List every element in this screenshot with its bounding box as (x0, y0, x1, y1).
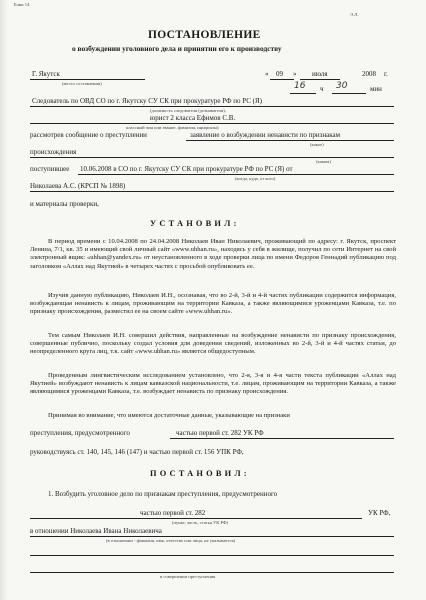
decision-note: (пункт, часть, статья УК РФ) (172, 520, 229, 525)
report-value-2: происхождения (30, 148, 77, 156)
place-note: (место составления) (62, 81, 102, 86)
decision-against-note: (в отношении - фамилия, имя, отчество или лица, не указывается) (106, 538, 236, 543)
corner-mark-left: Блнк 14 (14, 2, 30, 7)
time-minute-suffix: мин (370, 85, 382, 93)
investigator-line: Следователь по ОВД СО по г. Якутску СУ СК при прокуратуре РФ по РС (Я) (32, 97, 262, 105)
decided-heading: ПОСТАНОВИЛ: (150, 469, 250, 478)
time-hour-suffix: ч (320, 85, 324, 93)
underline (30, 106, 394, 107)
place-city: Г. Якутск (32, 70, 60, 78)
investigator-rank-note: классный чин или звание, фамилия, инициалы) (126, 125, 219, 130)
decision-item-1: 1. Возбудить уголовное дело по признакам преступления, предусмотренного (48, 490, 278, 498)
underline (30, 555, 394, 556)
crime-label: преступления, предусмотренного (30, 429, 130, 437)
received-label: поступившее (30, 165, 70, 173)
underline (30, 572, 394, 573)
paragraph-4: Проведенным лингвистическим исследованием установлено, что 2-я, 3-я и 4-я части текста публикации «Аллах над Якутией» возбуждают ненависть к лицам кавказской национальности, т.е. лицам, проживающим на территории Кавказа, а также являющимися уроженцами Кавказа, т.е. возбуждает ненависть по признаку происхождения. (30, 372, 396, 396)
paragraph-2: Изучив данную публикацию, Николаев И.Н., осознавая, что во 2-й, 3-й и 4-й частях публикации содержится информация, возбуждающая ненависть к лицам, проживающим на территории Кавказа, а также являющимися уроженцами Кавказа, т.е. по признаку происхождения, разместил ее на своем сайте «www.uhhan.ru». (30, 292, 396, 316)
underline (30, 157, 394, 158)
received-value-2: Николаева А.С. (КРСП № 1898) (30, 182, 126, 190)
underline (30, 536, 394, 537)
investigator-rank: юрист 2 класса Ефимов С.В. (150, 114, 236, 122)
underline (30, 79, 145, 80)
underline (186, 140, 394, 141)
decision-suffix: УК РФ, (368, 509, 391, 517)
underline (270, 79, 294, 80)
decision-value: частью первой ст. 282 (140, 509, 206, 517)
underline (290, 93, 316, 94)
guided-line: руководствуясь ст. 140, 145, 146 (147) и частью первой ст. 156 УПК РФ, (30, 448, 244, 456)
underline (78, 174, 394, 175)
materials-line: и материалы проверки, (30, 200, 99, 208)
decision-against: в отношении Николаева Ивана Николаевича (30, 527, 162, 535)
report-note: (какое) (310, 142, 324, 147)
established-heading: УСТАНОВИЛ: (150, 219, 240, 228)
underline (30, 123, 394, 124)
date-quote-open: « (265, 70, 269, 78)
corner-mark-right: Э.Л. (350, 12, 359, 17)
time-minute: 30 (336, 81, 348, 91)
date-year: 2008 (362, 70, 376, 78)
crime-value: частью первой ст. 282 УК РФ (176, 429, 264, 437)
report-value: заявление о возбуждении ненависти по признакам (190, 131, 341, 139)
date-month: июля (312, 70, 328, 78)
scan-shadow (0, 0, 8, 600)
paragraph-1: В период времени с 10.04.2008 по 24.04.2008 Николаев Иван Николаевич, проживающий по адресу: г. Якутск, проспект Ленина, 7/1, кв. 35 и имеющий свой личный сайт «www.uhhan.ru», находясь у себя в жилище, получил по сети Интернет на свой электронный ящик: «uhhan@yandex.ru» от неустановленного в ходе проверки лица по имени Федоров Геннадий публикацию под заголовком «Аллах над Якутией» в четырех частях с просьбой опубликовать ее. (30, 238, 396, 270)
date-year-suffix: г. (384, 70, 388, 78)
document-title: ПОСТАНОВЛЕНИЕ (148, 29, 261, 41)
decision-bottom-note: в совершении преступления (160, 574, 216, 579)
report-note-2: (каким) (316, 159, 331, 164)
underline (300, 79, 340, 80)
report-label: рассмотрев сообщение о преступлении (30, 131, 147, 139)
paragraph-5: Принимая во внимание, что имеются достаточные данные, указывающие на признаки (48, 412, 290, 419)
document-subtitle: о возбуждении уголовного дела и принятии его к производству (72, 44, 282, 53)
time-hour: 16 (294, 81, 306, 91)
underline (30, 518, 362, 519)
paragraph-3: Тем самым Николаев И.Н. совершил действия, направленные на возбуждение ненависти по признаку происхождения, совершенные публично, поскольку создал условия для доведения сведений, изложенных во 2-й, 3-й и 4-й частях статьи, до неопределенного круга лиц, т.к. сайт «www.uhhan.ru» является общедоступным. (30, 332, 396, 356)
underline (170, 438, 394, 439)
date-day: 09 (276, 70, 283, 78)
received-note: (когда, куда, от кого) (235, 176, 276, 181)
underline (30, 191, 394, 192)
investigator-note: (должность следователя (дознавателя), (150, 108, 226, 113)
underline (332, 93, 366, 94)
date-quote-close: » (293, 70, 297, 78)
received-value: 10.06.2008 в СО по г. Якутску СУ СК при прокуратуре РФ по РС (Я) от (80, 165, 293, 173)
